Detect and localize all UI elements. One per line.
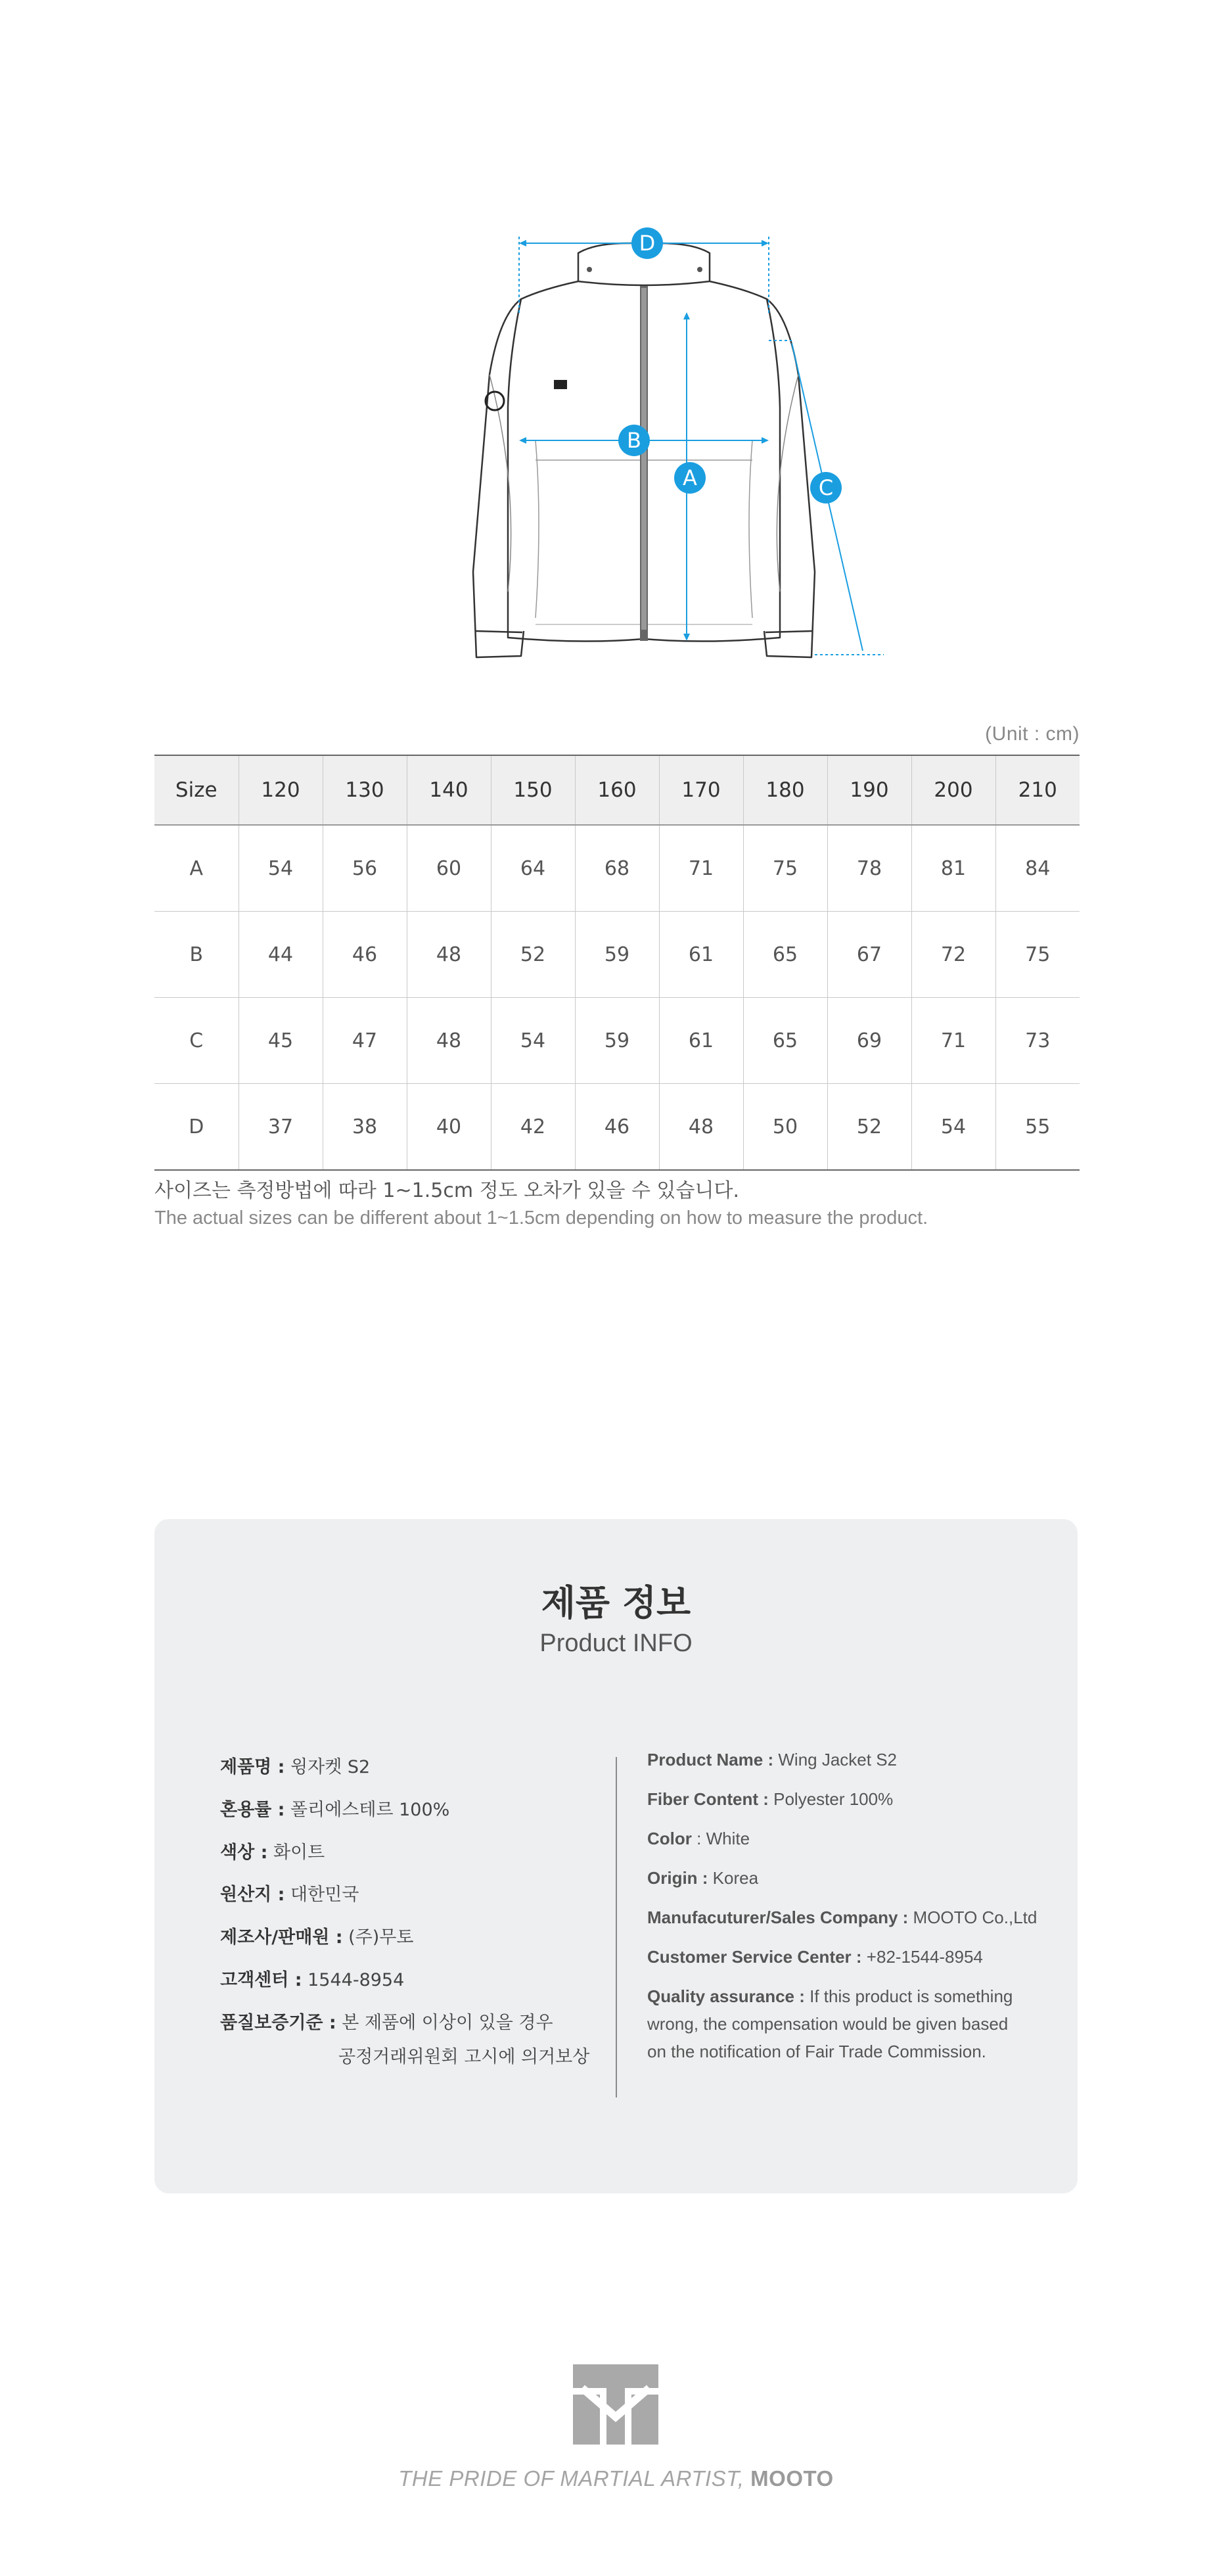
unit-label: (Unit : cm) xyxy=(985,723,1080,745)
en-color-label: Color xyxy=(647,1829,692,1848)
collar-snap-icon xyxy=(587,267,592,272)
svg-text:C: C xyxy=(818,475,834,500)
table-cell: 72 xyxy=(911,912,995,998)
ko-origin-label: 원산지 : xyxy=(220,1885,285,1905)
header-cell: 190 xyxy=(827,755,911,825)
marker-c xyxy=(810,472,842,503)
ko-manufacturer-label: 제조사/판매원 : xyxy=(220,1927,343,1948)
table-cell: 37 xyxy=(239,1084,323,1171)
measurement-lines xyxy=(519,237,884,655)
header-cell: 210 xyxy=(995,755,1080,825)
table-cell: 48 xyxy=(407,998,491,1084)
table-cell: C xyxy=(154,998,239,1084)
collar-snap-icon xyxy=(697,267,702,272)
en-qa-value-line2: wrong, the compensation would be given based xyxy=(647,2014,1009,2034)
ko-quality-assurance xyxy=(220,2008,553,2034)
table-cell: 84 xyxy=(995,825,1080,912)
table-cell: 38 xyxy=(323,1084,407,1171)
en-cs-value: +82-1544-8954 xyxy=(866,1947,983,1967)
ko-origin xyxy=(220,1880,359,1906)
en-manufacturer-value: MOOTO Co.,Ltd xyxy=(913,1908,1038,1927)
en-fiber-label: Fiber Content : xyxy=(647,1789,769,1809)
table-cell: 61 xyxy=(659,912,743,998)
table-cell: 52 xyxy=(491,912,575,998)
info-divider xyxy=(616,1757,617,2097)
en-origin xyxy=(647,1864,758,1892)
en-cs-label: Customer Service Center : xyxy=(647,1947,862,1967)
ko-fiber-value: 폴리에스테르 100% xyxy=(290,1800,450,1820)
en-manufacturer-label: Manufacuturer/Sales Company : xyxy=(647,1908,909,1927)
header-cell: Size xyxy=(154,755,239,825)
ko-origin-value: 대한민국 xyxy=(290,1885,359,1905)
ko-product-name xyxy=(220,1752,370,1778)
en-origin-value: Korea xyxy=(712,1868,759,1888)
ko-color-value: 화이트 xyxy=(273,1842,325,1863)
table-cell: 64 xyxy=(491,825,575,912)
table-cell: 69 xyxy=(827,998,911,1084)
table-cell: 46 xyxy=(575,1084,659,1171)
en-qa-label: Quality assurance : xyxy=(647,1986,805,2006)
table-cell: 45 xyxy=(239,998,323,1084)
header-cell: 180 xyxy=(743,755,827,825)
ko-product-name-label: 제품명 : xyxy=(220,1757,285,1777)
ko-color-label: 색상 : xyxy=(220,1842,268,1863)
header-cell: 120 xyxy=(239,755,323,825)
header-cell: 160 xyxy=(575,755,659,825)
table-cell: 50 xyxy=(743,1084,827,1171)
size-note-korean: 사이즈는 측정방법에 따라 1~1.5cm 정도 오차가 있을 수 있습니다. xyxy=(154,1179,740,1202)
svg-text:A: A xyxy=(683,465,697,490)
table-cell: 54 xyxy=(239,825,323,912)
marker-b xyxy=(618,425,650,456)
ko-qa-label: 품질보증기준 : xyxy=(220,2013,336,2033)
table-cell: 61 xyxy=(659,998,743,1084)
header-cell: 130 xyxy=(323,755,407,825)
ko-color xyxy=(220,1838,325,1863)
table-cell: 67 xyxy=(827,912,911,998)
footer-brand: MOOTO xyxy=(750,2466,834,2491)
table-cell: 71 xyxy=(659,825,743,912)
table-cell: 60 xyxy=(407,825,491,912)
ko-fiber-content xyxy=(220,1795,449,1821)
ko-product-name-value: 윙자켓 S2 xyxy=(290,1757,371,1777)
table-cell: 52 xyxy=(827,1084,911,1171)
table-cell: 42 xyxy=(491,1084,575,1171)
en-fiber-content xyxy=(647,1785,893,1813)
product-info-panel xyxy=(154,1519,1078,2193)
header-cell: 200 xyxy=(911,755,995,825)
header-cell: 140 xyxy=(407,755,491,825)
en-color-value: : White xyxy=(696,1829,750,1848)
table-cell: 44 xyxy=(239,912,323,998)
table-cell: 59 xyxy=(575,998,659,1084)
table-cell: 55 xyxy=(995,1084,1080,1171)
marker-a xyxy=(674,462,706,494)
en-manufacturer xyxy=(647,1904,1037,1931)
en-origin-label: Origin : xyxy=(647,1868,708,1888)
en-qa-value-line3: on the notification of Fair Trade Commission. xyxy=(647,2042,986,2061)
table-cell: D xyxy=(154,1084,239,1171)
en-fiber-value: Polyester 100% xyxy=(773,1789,894,1809)
table-row xyxy=(154,1084,1080,1171)
product-info-subtitle: Product INFO xyxy=(539,1629,693,1657)
footer-slogan xyxy=(0,2466,1232,2491)
table-cell: 71 xyxy=(911,998,995,1084)
ko-fiber-label: 혼용률 : xyxy=(220,1800,285,1820)
product-info-title: 제품 정보 xyxy=(541,1582,691,1624)
jacket-measurement-diagram xyxy=(411,223,884,670)
table-cell: 75 xyxy=(743,825,827,912)
en-product-name xyxy=(647,1746,897,1773)
table-cell: 48 xyxy=(407,912,491,998)
table-cell: 48 xyxy=(659,1084,743,1171)
size-note-english: The actual sizes can be different about 1~1.5cm depending on how to measure the product. xyxy=(154,1207,928,1229)
table-cell: 56 xyxy=(323,825,407,912)
en-qa-value-line1: If this product is something xyxy=(810,1986,1013,2006)
en-customer-center xyxy=(647,1943,983,1971)
en-color xyxy=(647,1825,750,1852)
table-cell: A xyxy=(154,825,239,912)
ko-qa-value-line2: 공정거래위원회 고시에 의거보상 xyxy=(338,2047,590,2067)
table-cell: 78 xyxy=(827,825,911,912)
table-row xyxy=(154,998,1080,1084)
chest-logo-icon xyxy=(554,380,567,389)
table-cell: 46 xyxy=(323,912,407,998)
ko-manufacturer xyxy=(220,1923,413,1948)
table-cell: 73 xyxy=(995,998,1080,1084)
table-cell: 47 xyxy=(323,998,407,1084)
mooto-logo-icon xyxy=(573,2364,658,2445)
table-cell: 59 xyxy=(575,912,659,998)
table-cell: 54 xyxy=(911,1084,995,1171)
footer-slogan-text: THE PRIDE OF MARTIAL ARTIST, xyxy=(398,2466,751,2491)
table-cell: B xyxy=(154,912,239,998)
marker-d xyxy=(631,227,663,259)
ko-cs-value: 1544-8954 xyxy=(308,1970,405,1990)
en-quality-assurance xyxy=(647,1982,1013,2010)
size-table xyxy=(154,755,1080,1171)
table-cell: 40 xyxy=(407,1084,491,1171)
table-cell: 54 xyxy=(491,998,575,1084)
table-cell: 65 xyxy=(743,912,827,998)
svg-text:B: B xyxy=(627,428,641,453)
en-product-name-label: Product Name : xyxy=(647,1750,774,1769)
header-cell: 150 xyxy=(491,755,575,825)
ko-qa-value-line1: 본 제품에 이상이 있을 경우 xyxy=(342,2013,553,2033)
zipper-teeth xyxy=(641,288,647,630)
size-table-header-row xyxy=(154,755,1080,825)
jacket-illustration xyxy=(411,223,884,670)
ko-customer-center xyxy=(220,1965,404,1991)
en-product-name-value: Wing Jacket S2 xyxy=(778,1750,898,1769)
header-cell: 170 xyxy=(659,755,743,825)
table-cell: 68 xyxy=(575,825,659,912)
table-row xyxy=(154,825,1080,912)
svg-text:D: D xyxy=(639,231,656,256)
table-row xyxy=(154,912,1080,998)
ko-manufacturer-value: (주)무토 xyxy=(348,1927,414,1948)
ko-cs-label: 고객센터 : xyxy=(220,1970,302,1990)
table-cell: 81 xyxy=(911,825,995,912)
table-cell: 75 xyxy=(995,912,1080,998)
table-cell: 65 xyxy=(743,998,827,1084)
